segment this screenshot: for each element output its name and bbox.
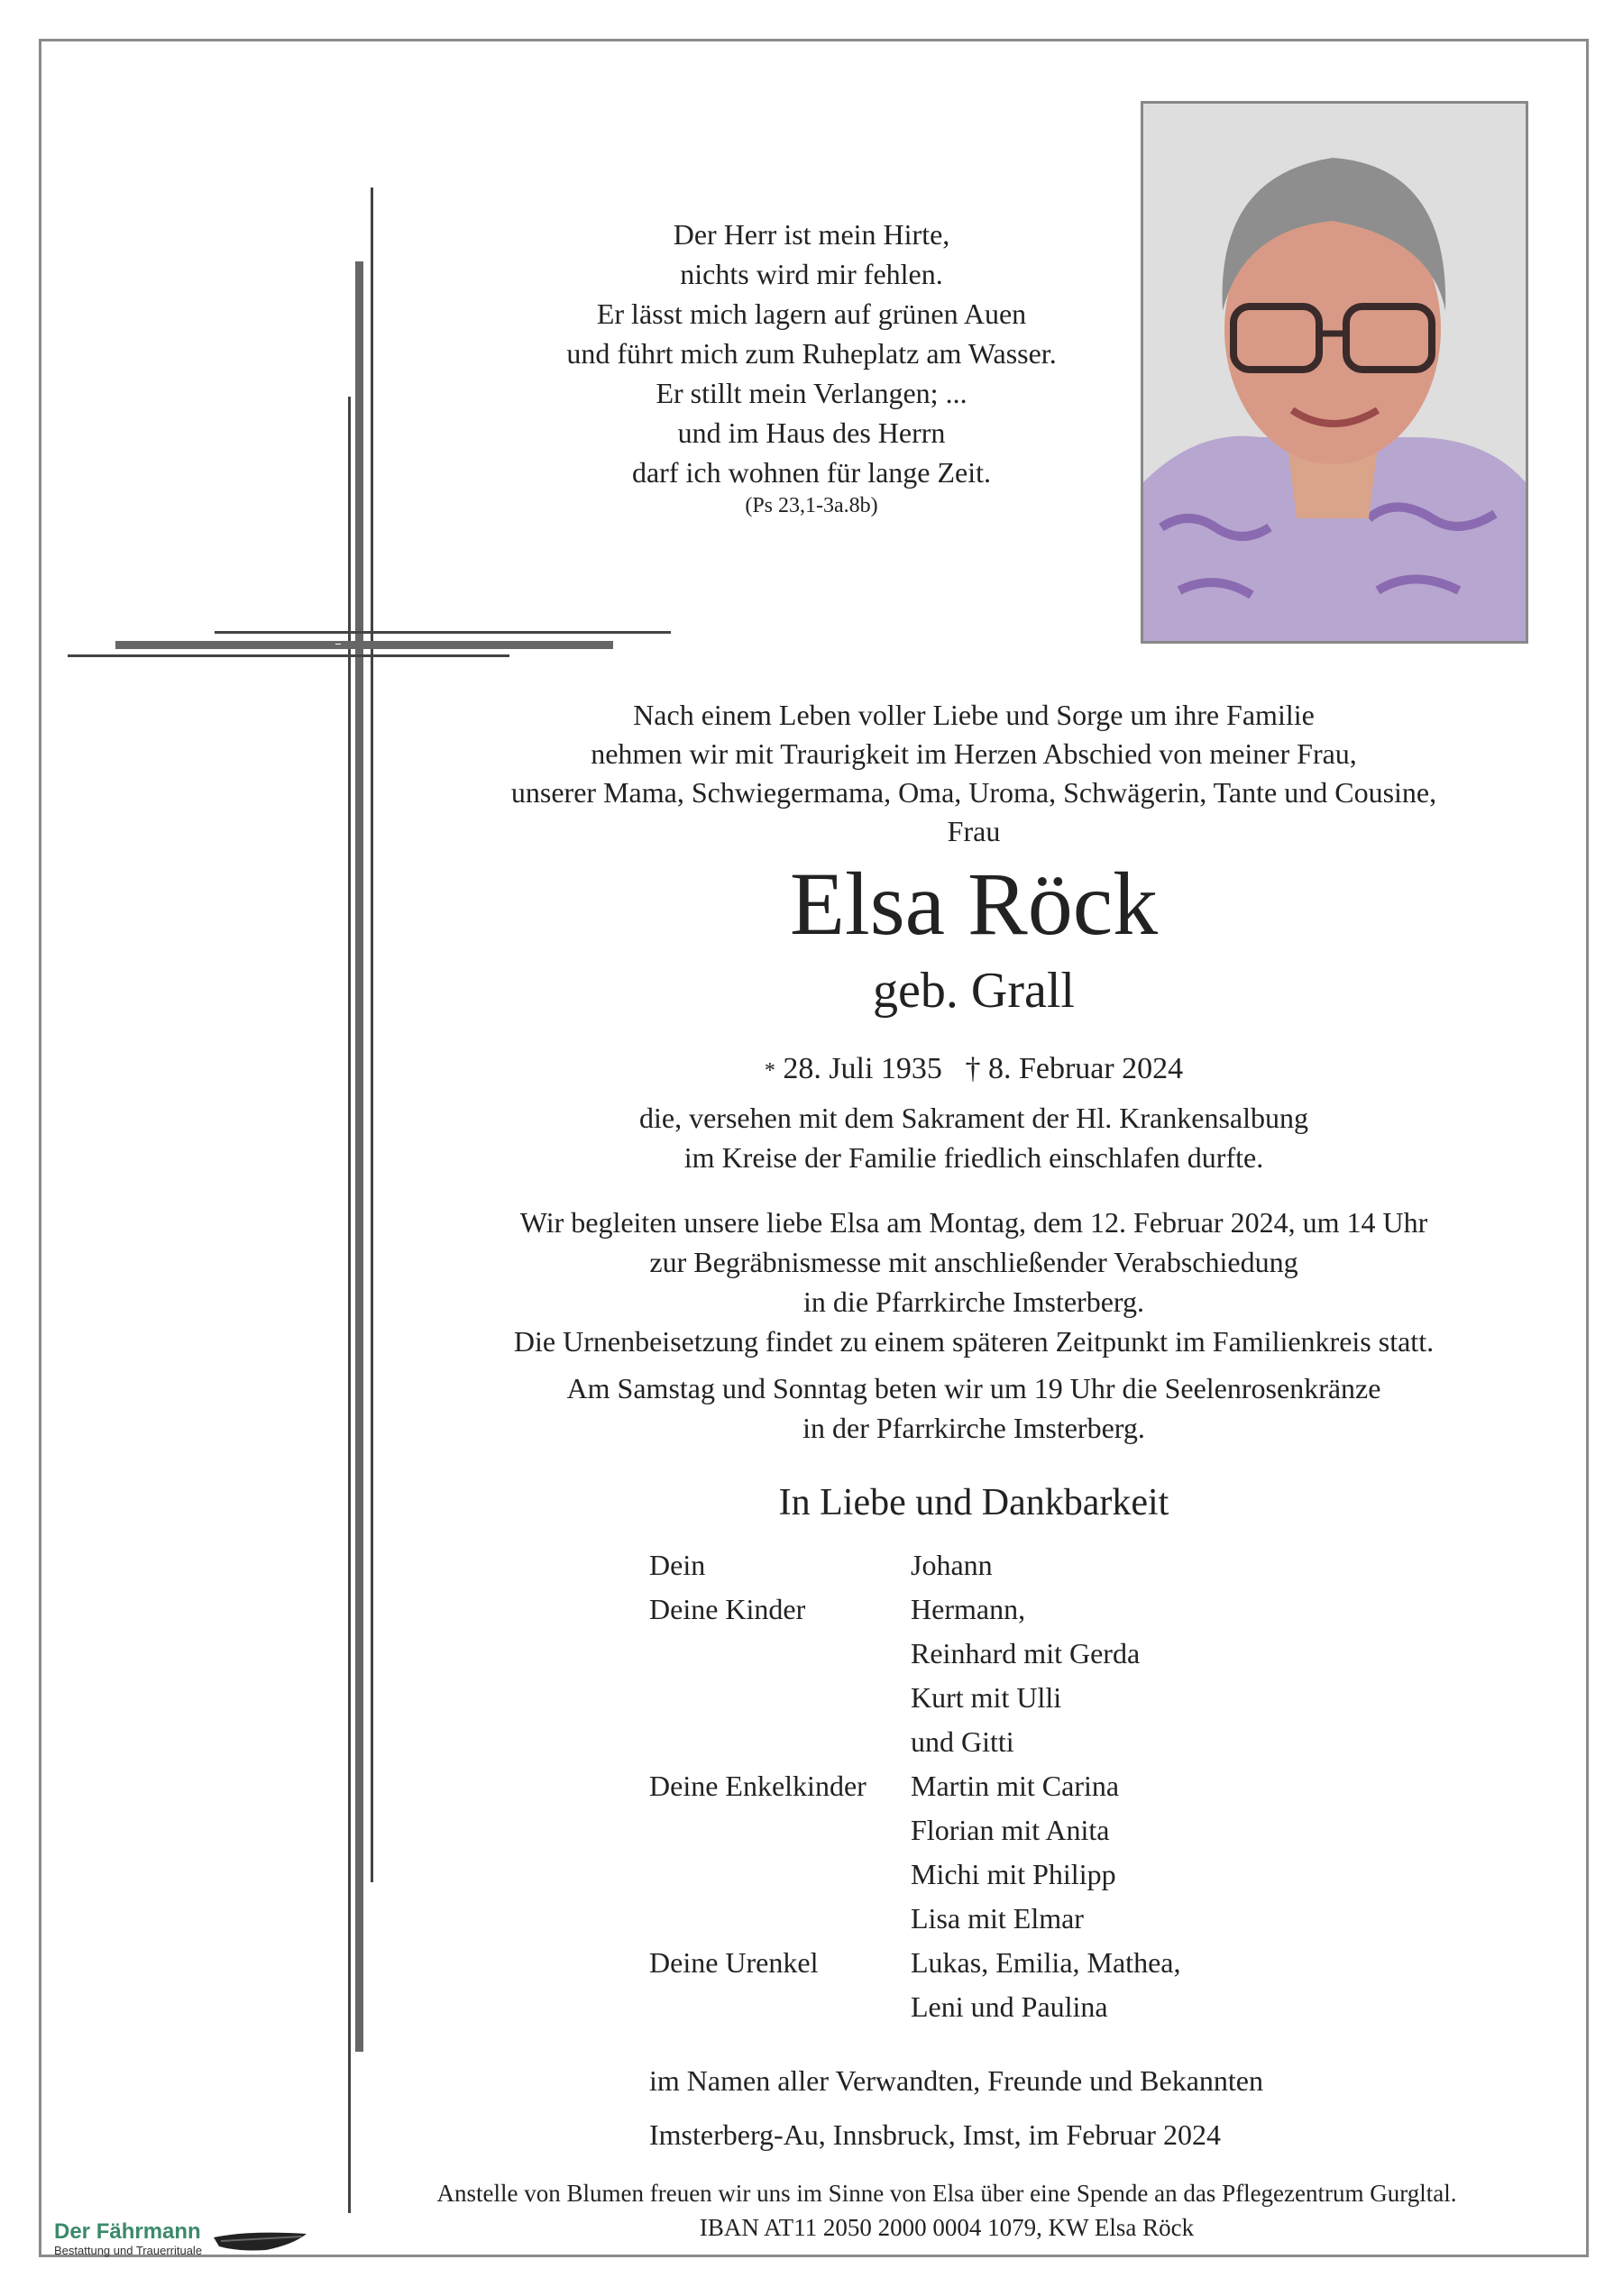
family-relation: Deine Kinder	[649, 1593, 806, 1625]
family-group	[649, 1941, 1180, 2029]
family-member: Kurt mit Ulli	[911, 1681, 1062, 1714]
family-member: Michi mit Philipp	[911, 1858, 1116, 1890]
family-names	[911, 1587, 1140, 1764]
iban-text: IBAN AT11 2050 2000 0004 1079, KW Elsa Röck	[699, 2214, 1195, 2241]
death-cross-icon: †	[965, 1052, 981, 1085]
psalm-lines	[451, 215, 1172, 492]
family-names	[911, 1764, 1119, 1941]
funeral-home-logo	[54, 2220, 202, 2258]
place-date-text: Imsterberg-Au, Innsbruck, Imst, im Februar 2024	[649, 2118, 1221, 2151]
intro-line: Frau	[947, 815, 1001, 847]
psalm-line: und führt mich zum Ruheplatz am Wasser.	[566, 337, 1057, 370]
sacrament-text	[361, 1098, 1587, 1177]
family-member: Florian mit Anita	[911, 1814, 1110, 1846]
donation-text: Anstelle von Blumen freuen wir uns im Sinne von Elsa über eine Spende an das Pflegezentrum Gurgltal.	[436, 2180, 1457, 2207]
birth-date: 28. Juli 1935	[783, 1052, 942, 1085]
life-dates	[361, 1049, 1587, 1091]
birth-star-icon: *	[764, 1059, 775, 1084]
family-list	[649, 1543, 1180, 2029]
thanks-heading: In Liebe und Dankbarkeit	[778, 1482, 1169, 1523]
boat-icon	[212, 2228, 311, 2255]
intro-line: unserer Mama, Schwiegermama, Oma, Uroma, Schwägerin, Tante und Cousine,	[510, 776, 1437, 809]
rosary-text	[361, 1368, 1587, 1448]
portrait-photo	[1141, 101, 1528, 644]
family-member: Hermann,	[911, 1593, 1026, 1625]
logo-tagline: Bestattung und Trauerrituale	[54, 2244, 203, 2257]
psalm-line: darf ich wohnen für lange Zeit.	[631, 456, 992, 489]
funeral-line: Die Urnenbeisetzung findet zu einem späteren Zeitpunkt im Familienkreis statt.	[513, 1325, 1435, 1358]
portrait-photo-icon	[1143, 104, 1526, 641]
family-names	[911, 1543, 993, 1587]
funeral-line: zur Begräbnismesse mit anschließender Verabschiedung	[649, 1246, 1298, 1278]
family-group	[649, 1587, 1180, 1764]
funeral-line: in die Pfarrkirche Imsterberg.	[803, 1285, 1144, 1318]
logo-name: Der Fährmann	[54, 2219, 201, 2244]
death-date: 8. Februar 2024	[987, 1052, 1184, 1085]
psalm-line: Der Herr ist mein Hirte,	[673, 218, 950, 251]
family-relation: Deine Enkelkinder	[649, 1770, 867, 1802]
funeral-text	[361, 1203, 1587, 1361]
family-member: Martin mit Carina	[911, 1770, 1120, 1802]
psalm-line: Er stillt mein Verlangen; ...	[656, 377, 967, 409]
rosary-line: in der Pfarrkirche Imsterberg.	[802, 1412, 1145, 1444]
psalm-line: und im Haus des Herrn	[677, 416, 946, 449]
intro-text	[361, 696, 1587, 851]
maiden-name: geb. Grall	[873, 963, 1075, 1019]
family-member: Reinhard mit Gerda	[911, 1637, 1141, 1669]
family-names	[911, 1941, 1180, 2029]
psalm-reference: (Ps 23,1-3a.8b)	[745, 494, 878, 517]
sacrament-line: im Kreise der Familie friedlich einschlafen durfte.	[683, 1141, 1264, 1174]
rosary-line: Am Samstag und Sonntag beten wir um 19 Uhr die Seelenrosenkränze	[566, 1372, 1381, 1404]
intro-line: nehmen wir mit Traurigkeit im Herzen Abschied von meiner Frau,	[591, 737, 1357, 770]
family-relation: Deine Urenkel	[649, 1946, 819, 1979]
family-member: und Gitti	[911, 1725, 1014, 1758]
sacrament-line: die, versehen mit dem Sakrament der Hl. Krankensalbung	[639, 1102, 1308, 1134]
deceased-name: Elsa Röck	[789, 854, 1159, 954]
psalm-quote	[451, 215, 1172, 519]
family-member: Lukas, Emilia, Mathea,	[911, 1946, 1181, 1979]
family-group	[649, 1543, 1180, 1587]
intro-line: Nach einem Leben voller Liebe und Sorge um ihre Familie	[633, 699, 1315, 731]
family-relation: Dein	[649, 1549, 706, 1581]
family-group	[649, 1764, 1180, 1941]
family-member: Leni und Paulina	[911, 1990, 1108, 2023]
psalm-line: Er lässt mich lagern auf grünen Auen	[596, 297, 1027, 330]
funeral-line: Wir begleiten unsere liebe Elsa am Montag, dem 12. Februar 2024, um 14 Uhr	[519, 1206, 1428, 1239]
psalm-line: nichts wird mir fehlen.	[680, 258, 943, 290]
on-behalf-text: im Namen aller Verwandten, Freunde und Bekannten	[649, 2064, 1263, 2097]
family-member: Lisa mit Elmar	[911, 1902, 1084, 1935]
footer	[270, 2176, 1623, 2245]
family-member: Johann	[911, 1549, 993, 1581]
